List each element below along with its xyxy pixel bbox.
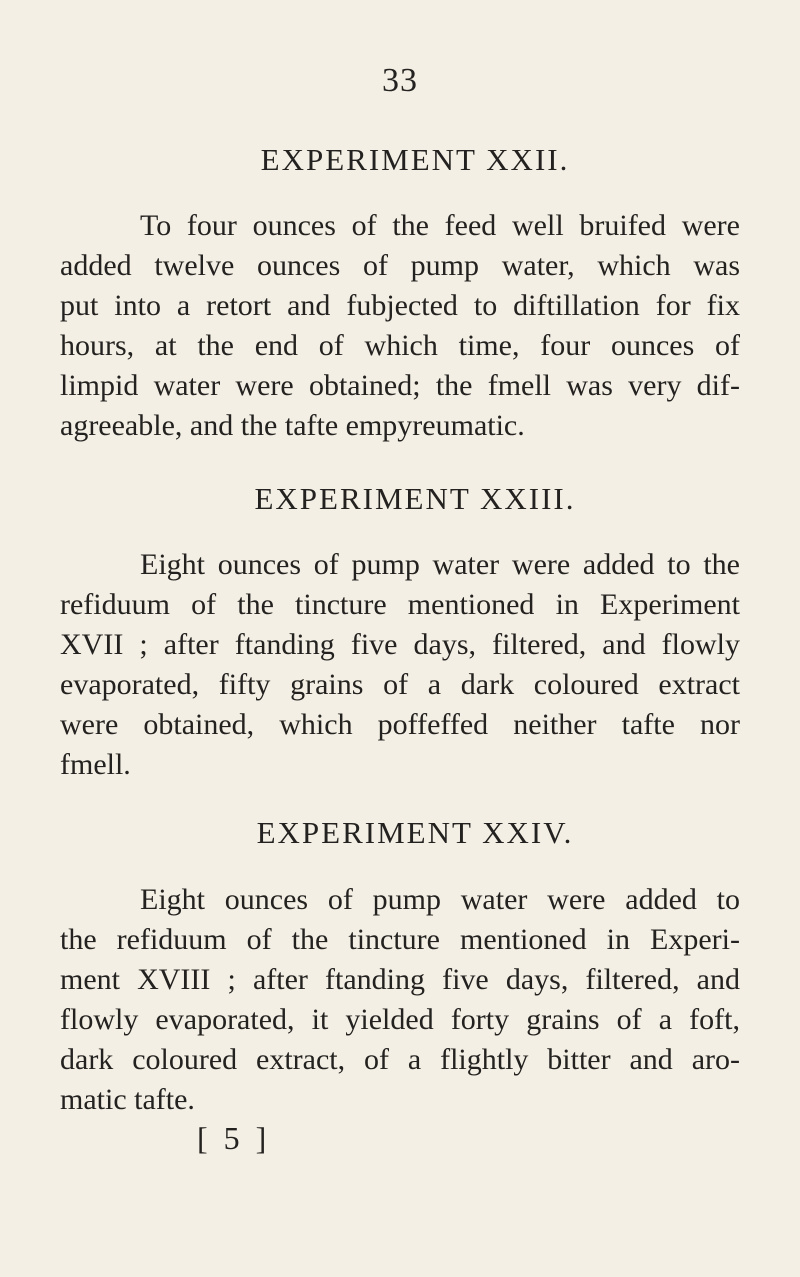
experiment-heading: EXPERIMENT XXII. <box>260 142 570 177</box>
experiment-paragraph <box>60 206 740 446</box>
text-line: flowly evaporated, it yielded forty grains of a foft, <box>60 1003 740 1036</box>
text-line: agreeable, and the tafte empyreumatic. <box>60 409 525 442</box>
experiment-paragraph <box>60 545 740 785</box>
text-line: dark coloured extract, of a flightly bitter and aro- <box>60 1043 740 1076</box>
experiment-heading: EXPERIMENT XXIII. <box>254 481 576 516</box>
text-line: Eight ounces of pump water were added to <box>140 883 740 916</box>
printer-signature-mark: [ 5 ] <box>197 1120 271 1156</box>
text-line: fmell. <box>60 748 131 781</box>
text-line: were obtained, which poffeffed neither tafte nor <box>60 708 740 741</box>
text-line: added twelve ounces of pump water, which was <box>60 249 740 282</box>
page-number: 33 <box>382 62 418 99</box>
text-line: put into a retort and fubjected to diftillation for fix <box>60 289 740 322</box>
text-line: limpid water were obtained; the fmell was very dif- <box>60 369 740 402</box>
text-line: evaporated, fifty grains of a dark coloured extract <box>60 668 740 701</box>
experiment-heading: EXPERIMENT XXIV. <box>256 815 574 850</box>
text-line: Eight ounces of pump water were added to the <box>140 548 740 581</box>
text-line: hours, at the end of which time, four ounces of <box>60 329 740 362</box>
text-line: refiduum of the tincture mentioned in Experiment <box>60 588 740 621</box>
text-line: ment XVIII ; after ftanding five days, filtered, and <box>60 963 740 996</box>
text-line: To four ounces of the feed well bruifed were <box>140 209 740 242</box>
text-line: matic tafte. <box>60 1083 195 1116</box>
experiment-paragraph <box>60 880 740 1120</box>
text-line: XVII ; after ftanding five days, filtered, and flowly <box>60 628 740 661</box>
text-line: the refiduum of the tincture mentioned in Experi- <box>60 923 740 956</box>
